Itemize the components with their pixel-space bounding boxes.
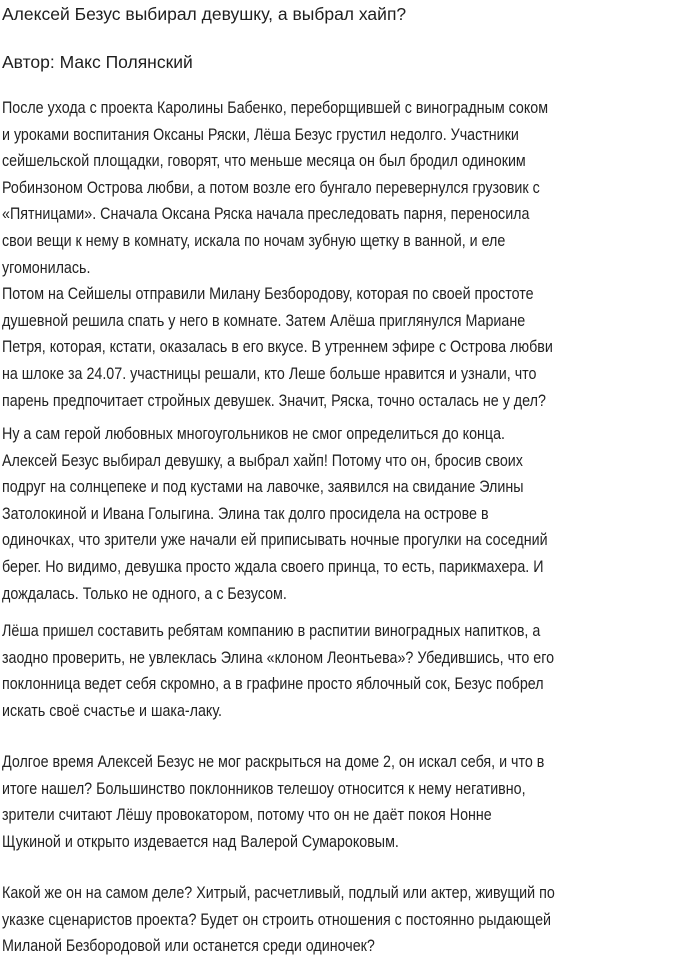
text-line: итоге нашел? Большинство поклонников телешоу относится к нему негативно, xyxy=(2,778,526,798)
text-line: зрители считают Лёшу провокатором, потому что он не даёт покоя Нонне xyxy=(2,805,492,825)
text-line: на шлоке за 24.07. участницы решали, кто Леше больше нравится и узнали, что xyxy=(2,363,537,383)
text-line: дождалась. Только не одного, а с Безусом. xyxy=(2,583,287,603)
text-line: Затолокиной и Ивана Голыгина. Элина так долго просидела на острове в xyxy=(2,503,489,523)
text-line: поклонница ведет себя скромно, а в графине просто яблочный сок, Безус побрел xyxy=(2,674,544,694)
text-line: искать своё счастье и шака-лаку. xyxy=(2,700,223,720)
paragraph-5 xyxy=(2,880,660,960)
paragraph-1 xyxy=(2,95,658,414)
text-line: берег. Но видимо, девушка просто ждала своего принца, то есть, парикмахера. И xyxy=(2,556,544,576)
text-line: Ну а сам герой любовных многоугольников не смог определиться до конца. xyxy=(2,424,506,443)
text-line: парень предпочитает стройных девушек. Значит, Ряска, точно осталась не у дел? xyxy=(2,390,546,410)
text-line: сейшельской площадки, говорят, что меньше месяца он был бродил одиноким xyxy=(2,151,526,171)
text-line: Миланой Безбородовой или останется среди одиночек? xyxy=(2,936,375,956)
text-line: заодно проверить, не увлеклась Элина «клоном Леонтьева»? Убедившись, что его xyxy=(2,647,555,667)
text-line: одиночках, что зрители уже начали ей приписывать ночные прогулки на соседний xyxy=(2,530,548,550)
text-line: Щукиной и открыто издевается над Валерой Сумароковым. xyxy=(2,831,399,851)
text-line: указке сценаристов проекта? Будет он строить отношения с постоянно рыдающей xyxy=(2,909,552,929)
text-line: угомонилась. xyxy=(2,257,91,277)
text-line: Какой же он на самом деле? Хитрый, расчетливый, подлый или актер, живущий по xyxy=(2,883,555,902)
text-line: После ухода с проекта Каролины Бабенко, переборщившей с виноградным соком xyxy=(2,98,549,117)
text-line: Долгое время Алексей Безус не мог раскрыться на доме 2, он искал себя, и что в xyxy=(2,752,545,771)
article-title: Алексей Безус выбирал девушку, а выбрал хайп? xyxy=(2,4,407,24)
text-line: Робинзоном Острова любви, а потом возле его бунгало перевернулся грузовик с xyxy=(2,177,540,197)
text-line: душевной решила спать у него в комнате. Затем Алёша приглянулся Мариане xyxy=(2,310,526,330)
text-line: «Пятницами». Сначала Оксана Ряска начала преследовать парня, переносила xyxy=(2,204,530,224)
paragraph-4 xyxy=(2,749,648,855)
text-line: Петря, которая, кстати, оказалась в его вкусе. В утреннем эфире с Острова любви xyxy=(2,337,553,357)
text-line: Лёша пришел составить ребятам компанию в распитии виноградных напитков, а xyxy=(2,621,541,640)
text-line: свои вещи к нему в комнату, искала по ночам зубную щетку в ванной, и еле xyxy=(2,230,506,250)
text-line: и уроками воспитания Оксаны Ряски, Лёша Безус грустил недолго. Участники xyxy=(2,124,519,144)
text-line: Потом на Сейшелы отправили Милану Безбородову, которая по своей простоте xyxy=(2,284,534,304)
text-line: Алексей Безус выбирал девушку, а выбрал хайп! Потому что он, бросив своих xyxy=(2,450,523,470)
text-line: подруг на солнцепеке и под кустами на лавочке, заявился на свидание Элины xyxy=(2,477,524,497)
article-author: Автор: Макс Полянский xyxy=(2,52,193,72)
paragraph-3 xyxy=(2,618,659,724)
paragraph-2 xyxy=(2,421,651,607)
